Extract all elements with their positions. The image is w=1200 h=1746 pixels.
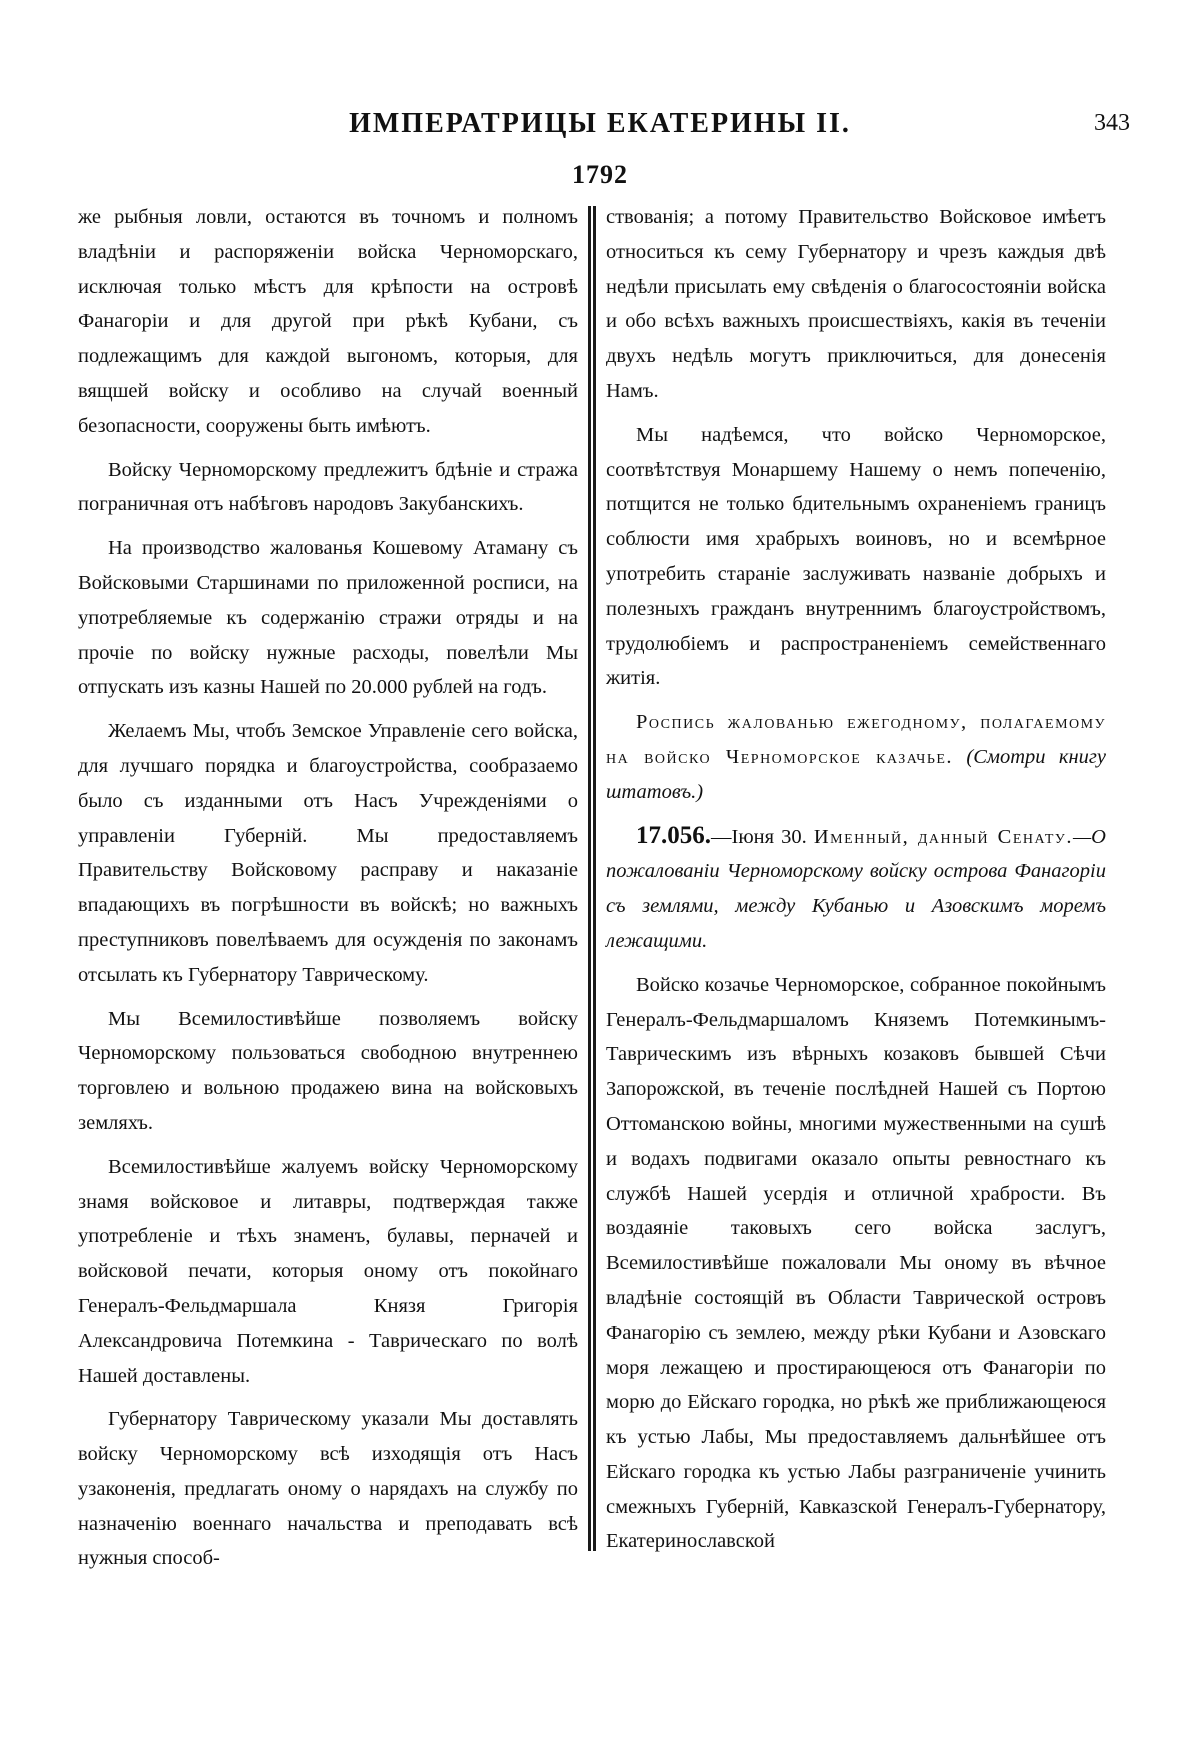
schedule-heading [606,705,1106,809]
paragraph: Мы Всемилостивѣйше позволяемъ войску Черноморскому пользоваться свободною внутреннею торговлею и вольною продажею вина на войсковыхъ земляхъ. [78,1007,578,1134]
paragraph: Войску Черноморскому предлежитъ бдѣніе и стража пограничная отъ набѣговъ народовъ Закубанскихъ. [78,458,578,516]
column-divider-rule [588,206,591,1551]
schedule-title: Роспись жалованью ежегодному, полагаемому на войско Черноморское казачье. [606,711,1106,768]
paragraph: Всемилостивѣйше жалуемъ войску Черноморскому знамя войсковое и литавры, подтверждая также употребленіе и тѣхъ знаменъ, булавы, перначей и войсковой печати, которыя оному отъ покойнаго Генералъ-Фельдмаршала Князя Григорія Александровича Потемкина - Таврическаго по волѣ Нашей доставлены. [78,1155,578,1387]
paragraph: На производство жалованья Кошевому Атаману съ Войсковыми Старшинами по приложенной росписи, на употребляемые къ содержанію стражи отряды и на прочіе по войску нужные расходы, повелѣли Мы отпускать изъ казны Нашей по 20.000 рублей на годъ. [78,537,578,699]
decree-number: 17.056. [636,821,711,849]
paragraph: Желаемъ Мы, чтобъ Земское Управленіе сего войска, для лучшаго порядка и благоустройства, сообразаемо было съ изданными отъ Насъ Учрежденіями о управленіи Губерній. Мы предоставляемъ Правительству Войсковому расправу и наказаніе впадающихъ въ погрѣшности въ войскѣ; но важныхъ преступниковъ повелѣваемъ для осужденія по законамъ отсылать къ Губернатору Таврическому. [78,720,578,986]
paragraph: Мы надѣемся, что войско Черноморское, соотвѣтствуя Монаршему Нашему о немъ попеченію, потщится не только бдительнымъ охраненіемъ границъ соблюсти имя храбрыхъ воиновъ, но и всемѣрное употребить стараніе заслуживать названіе добрыхъ и полезныхъ гражданъ внутреннимъ благоустройствомъ, трудолюбіемъ и распространеніемъ семейственнаго житія. [606,423,1106,690]
page-number: 343 [1094,110,1130,136]
year-heading: 1792 [572,160,628,189]
right-column [606,200,1106,1568]
paragraph: ствованія; а потому Правительство Войсковое имѣетъ относиться къ сему Губернатору и чрезъ каждыя двѣ недѣли присылать ему свѣденія о благосостояніи войска и обо всѣхъ важныхъ происшествіяхъ, какія въ теченіи двухъ недѣль могутъ приключиться, для донесенія Намъ. [606,206,1106,402]
paragraph: Войско козачье Черноморское, собранное покойнымъ Генералъ-Фельдмаршаломъ Княземъ Потемкинымъ-Таврическимъ изъ вѣрныхъ козаковъ бывшей Сѣчи Запорожской, въ теченіе послѣдней Нашей съ Портою Оттоманскою войны, многими мужественными на сушѣ и водахъ подвигами оказало опыты ревностнаго къ службѣ Нашей усердія и отличной храбрости. Въ воздаяніе таковыхъ сего войска заслугъ, Всемилостивѣйше пожаловали Мы оному въ вѣчное владѣніе состоящій въ Области Таврической островъ Фанагорію съ землею, между рѣки Кубани и Азовскаго моря лежащею и простирающеюся отъ Фанагоріи по морю до Ейскаго городка, но рѣкѣ же приближающеюся къ устью Лабы, Мы предоставляемъ дальнѣйшее отъ Ейскаго городка къ устью Лабы разграниченіе учинить смежныхъ Губерній, Кавказской Генералъ-Губернатору, Екатеринославской [606,973,1106,1553]
decree-entry-heading [606,819,1106,959]
column-divider-rule [593,206,596,1551]
decree-date: —Іюня 30. [711,825,807,848]
paragraph: же рыбныя ловли, остаются въ точномъ и полномъ владѣніи и распоряженіи войска Черноморскаго, исключая только мѣстъ для крѣпости на островѣ Фанагоріи и для другой при рѣкѣ Кубани, съ подлежащимъ для каждой выгономъ, которыя, для вящшей войску и особливо на случай военный безопасности, сооружены быть имѣютъ. [78,206,578,437]
left-column [78,200,578,1585]
running-title: ИМПЕРАТРИЦЫ ЕКАТЕРИНЫ II. [349,108,851,139]
decree-type: Именный, данный Сенату. [813,825,1073,848]
paragraph: Губернатору Таврическому указали Мы доставлять войску Черноморскому всѣ изходящія отъ Насъ узаконенія, предлагать оному о нарядахъ на службу по назначенію военнаго начальства и преподавать всѣ нужныя способ- [78,1408,578,1570]
schedule-note: (Смотри книгу штатовъ.) [606,745,1107,803]
decree-title: —О пожалованіи Черноморскому войску острова Фанагоріи съ землями, между Кубанью и Азовскимъ моремъ лежащими. [606,825,1106,952]
